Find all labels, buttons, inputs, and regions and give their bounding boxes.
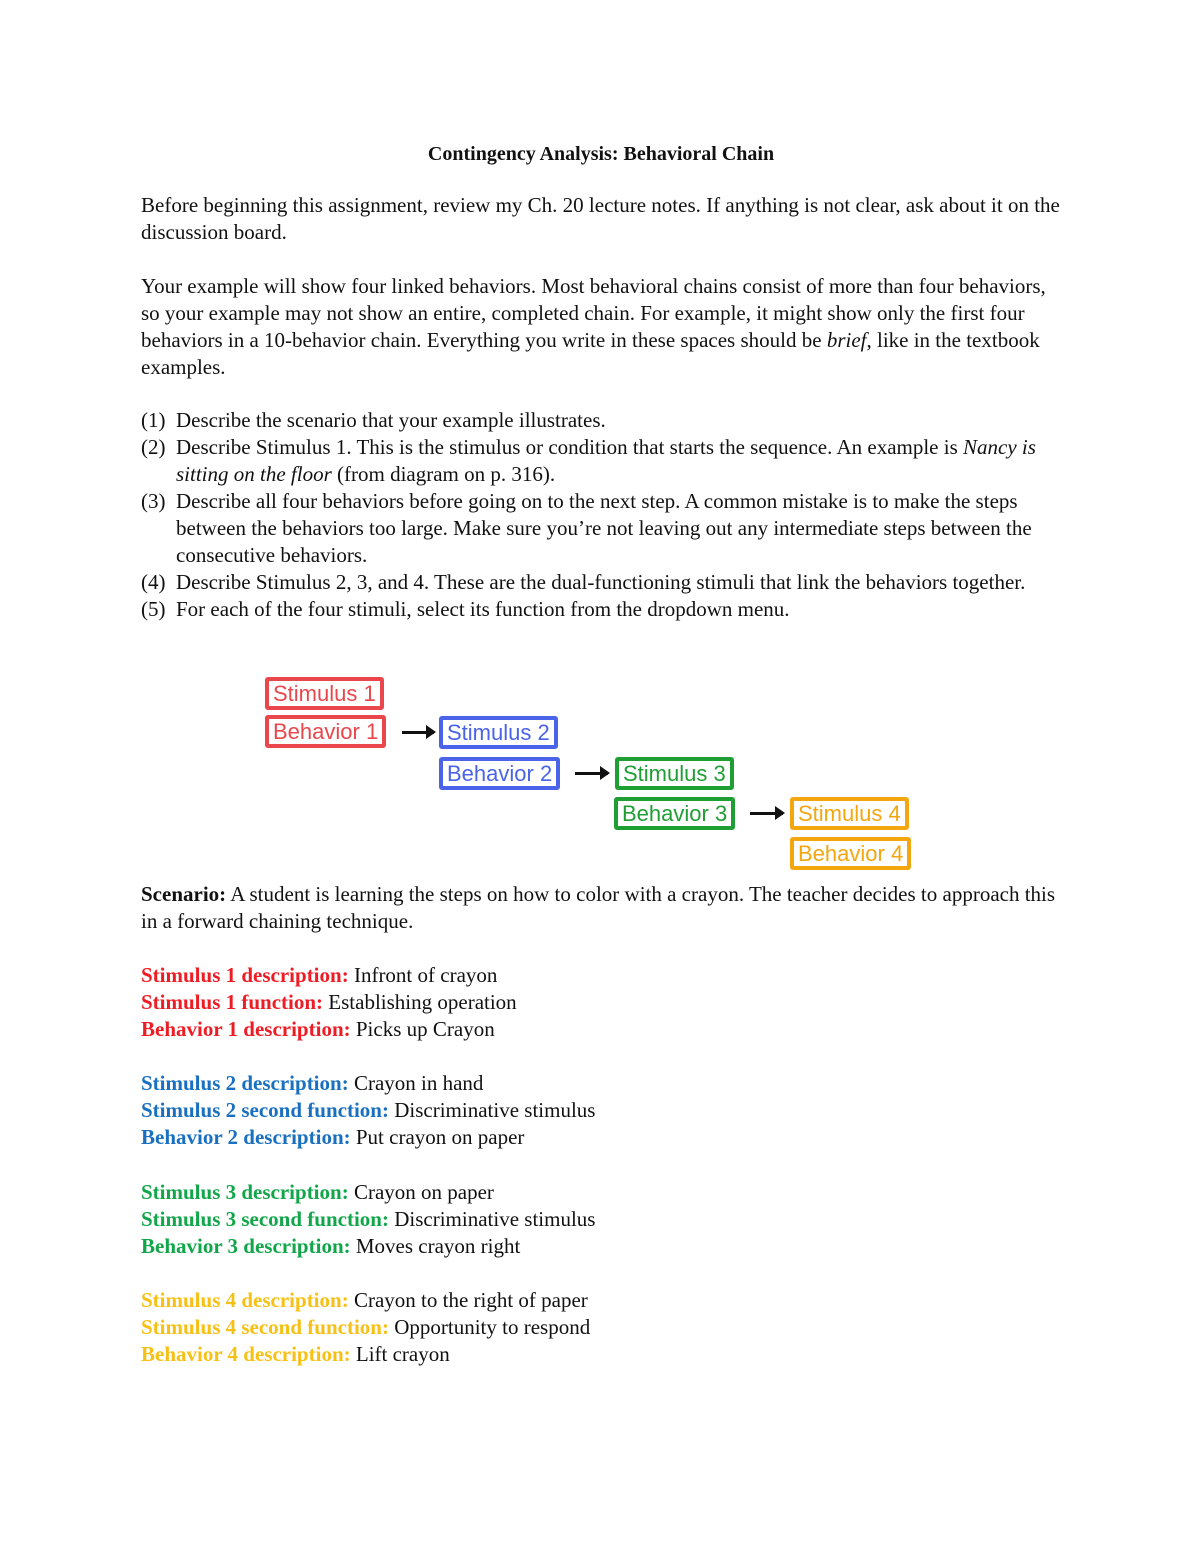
stimulus-1-function bbox=[141, 989, 1061, 1016]
instruction-text: Describe the scenario that your example illustrates. bbox=[176, 408, 606, 432]
arrow-icon bbox=[402, 731, 434, 734]
chain-group-4 bbox=[141, 1287, 1061, 1368]
stimulus-4-box: Stimulus 4 bbox=[790, 797, 909, 830]
field-value: Crayon on paper bbox=[348, 1180, 494, 1204]
instruction-text: Describe Stimulus 2, 3, and 4. These are the dual-functioning stimuli that link the behaviors together. bbox=[176, 570, 1026, 594]
chain-group-2 bbox=[141, 1070, 1061, 1151]
field-label: Stimulus 4 description: bbox=[141, 1288, 349, 1312]
stimulus-4-function bbox=[141, 1314, 1061, 1341]
behavior-2-box: Behavior 2 bbox=[439, 757, 560, 790]
field-label: Stimulus 3 second function: bbox=[141, 1207, 389, 1231]
field-value: Crayon in hand bbox=[348, 1071, 484, 1095]
field-value: Lift crayon bbox=[350, 1342, 450, 1366]
instruction-item bbox=[141, 569, 1061, 596]
instruction-number: (4) bbox=[141, 570, 166, 594]
example-text-after: , like in the textbook examples. bbox=[141, 328, 1040, 379]
intro-paragraph: Before beginning this assignment, review my Ch. 20 lecture notes. If anything is not clear, ask about it on the discussion board. bbox=[141, 193, 1060, 244]
stimulus-3-description bbox=[141, 1179, 1061, 1206]
instruction-number: (3) bbox=[141, 489, 166, 513]
field-label: Behavior 4 description: bbox=[141, 1342, 351, 1366]
instruction-text: For each of the four stimuli, select its function from the dropdown menu. bbox=[176, 597, 790, 621]
field-value: Picks up Crayon bbox=[350, 1017, 495, 1041]
instruction-italic: Nancy is sitting on the floor bbox=[176, 435, 1036, 486]
field-value: Infront of crayon bbox=[348, 963, 498, 987]
behavior-3-box: Behavior 3 bbox=[614, 797, 735, 830]
field-label: Stimulus 2 second function: bbox=[141, 1098, 389, 1122]
stimulus-4-description bbox=[141, 1287, 1061, 1314]
instruction-item bbox=[141, 596, 1061, 623]
instruction-item bbox=[141, 488, 1061, 569]
example-text-italic: brief bbox=[826, 328, 867, 352]
chain-group-3 bbox=[141, 1179, 1061, 1260]
instruction-text: Describe all four behaviors before going on to the next step. A common mistake is to make the steps between the behaviors too large. Make sure you’re not leaving out any intermediate steps between the consecutive behaviors. bbox=[176, 489, 1032, 567]
field-value: Discriminative stimulus bbox=[388, 1098, 596, 1122]
stimulus-3-box: Stimulus 3 bbox=[615, 757, 734, 790]
field-label: Stimulus 2 description: bbox=[141, 1071, 349, 1095]
example-text-before: Your example will show four linked behaviors. Most behavioral chains consist of more than four behaviors, so your example may not show an entire, completed chain. For example, it might show only the first four behaviors in a 10-behavior chain. Everything you write in these spaces should be bbox=[141, 274, 1046, 352]
field-label: Stimulus 1 function: bbox=[141, 990, 324, 1014]
instruction-number: (5) bbox=[141, 597, 166, 621]
field-label: Behavior 2 description: bbox=[141, 1125, 351, 1149]
stimulus-1-box: Stimulus 1 bbox=[265, 677, 384, 710]
behavior-2-description bbox=[141, 1124, 1061, 1151]
stimulus-2-box: Stimulus 2 bbox=[439, 716, 558, 749]
chain-group-1 bbox=[141, 962, 1061, 1043]
stimulus-3-function bbox=[141, 1206, 1061, 1233]
field-label: Behavior 1 description: bbox=[141, 1017, 351, 1041]
field-value: Discriminative stimulus bbox=[388, 1207, 596, 1231]
arrow-icon bbox=[575, 772, 608, 775]
field-value: Opportunity to respond bbox=[388, 1315, 591, 1339]
instruction-list bbox=[141, 407, 1061, 623]
stimulus-1-description bbox=[141, 962, 1061, 989]
behavior-4-description bbox=[141, 1341, 1061, 1368]
instruction-number: (2) bbox=[141, 435, 166, 459]
instruction-text-after: (from diagram on p. 316). bbox=[331, 462, 556, 486]
behavior-3-description bbox=[141, 1233, 1061, 1260]
field-value: Put crayon on paper bbox=[350, 1125, 525, 1149]
field-value: Crayon to the right of paper bbox=[348, 1288, 588, 1312]
behavior-1-description bbox=[141, 1016, 1061, 1043]
instruction-item bbox=[141, 434, 1061, 488]
field-value: Moves crayon right bbox=[350, 1234, 521, 1258]
arrow-icon bbox=[750, 812, 783, 815]
scenario-label: Scenario: bbox=[141, 882, 227, 906]
behavior-4-box: Behavior 4 bbox=[790, 837, 911, 870]
field-label: Stimulus 4 second function: bbox=[141, 1315, 389, 1339]
instruction-item bbox=[141, 407, 1061, 434]
stimulus-2-description bbox=[141, 1070, 1061, 1097]
instruction-number: (1) bbox=[141, 408, 166, 432]
stimulus-2-function bbox=[141, 1097, 1061, 1124]
scenario-text: A student is learning the steps on how to color with a crayon. The teacher decides to approach this in a forward chaining technique. bbox=[141, 882, 1056, 933]
document-title: Contingency Analysis: Behavioral Chain bbox=[427, 143, 775, 165]
instruction-text: Describe Stimulus 1. This is the stimulus or condition that starts the sequence. An example is bbox=[176, 435, 964, 459]
behavior-1-box: Behavior 1 bbox=[265, 715, 386, 748]
field-value: Establishing operation bbox=[323, 990, 517, 1014]
field-label: Behavior 3 description: bbox=[141, 1234, 351, 1258]
scenario-paragraph bbox=[141, 881, 1061, 935]
example-paragraph bbox=[141, 273, 1061, 381]
field-label: Stimulus 3 description: bbox=[141, 1180, 349, 1204]
field-label: Stimulus 1 description: bbox=[141, 963, 349, 987]
